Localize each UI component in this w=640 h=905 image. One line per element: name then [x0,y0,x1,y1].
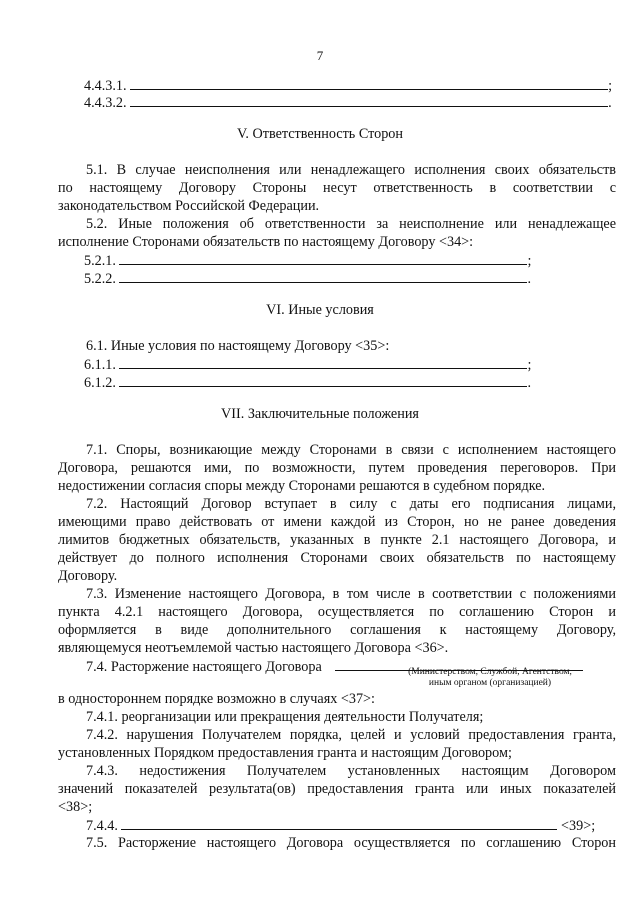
p74-note-1: (Министерством, Службой, Агентством, [408,667,572,677]
item-611 [84,355,531,374]
fill-blank[interactable] [119,373,527,387]
p73-line-2: пункта 4.2.1 настоящего Договора, осуществляется по соглашению Сторон и [58,604,616,620]
item-744 [86,816,595,835]
p75-line-1: 7.5. Расторжение настоящего Договора осуществляется по соглашению Сторон [86,835,616,851]
p71-line-2: Договора, решаются ими, по возможности, путем проведения переговоров. При [58,460,616,476]
fill-blank[interactable] [119,355,527,369]
p52-line-2: исполнение Сторонами обязательств по настоящему Договору <34>: [58,234,474,250]
item-end: . [608,95,612,111]
p74-cont: в одностороннем порядке возможно в случаях <37>: [58,691,375,707]
item-label: 6.1.2. [84,375,116,391]
p741: 7.4.1. реорганизации или прекращения деятельности Получателя; [86,709,484,725]
p74-text: 7.4. Расторжение настоящего Договора [86,659,322,675]
p51-line-3: законодательством Российской Федерации. [58,198,320,214]
p73-line-4: являющемуся неотъемлемой частью настоящего Договора <36>. [58,640,449,656]
fill-blank[interactable] [130,93,608,107]
item-label: 7.4.4. [86,818,118,834]
item-end: . [527,271,532,287]
p52-line-1: 5.2. Иные положения об ответственности за неисполнение или ненадлежащее [86,216,616,232]
p72-line-4: действует до полного исполнения Сторонами своих обязательств по настоящему [58,550,616,566]
fill-blank[interactable] [119,269,527,283]
item-label: 4.4.3.1. [84,78,127,94]
item-521 [84,251,531,270]
p742-line-1: 7.4.2. нарушения Получателем порядка, целей и условий предоставления гранта, [86,727,616,743]
section-5-title: V. Ответственность Сторон [237,126,403,142]
item-end: ; [527,357,532,373]
item-label: 6.1.1. [84,357,116,373]
item-end: ; [527,253,532,269]
p74-note-2: иным органом (организацией) [428,678,552,688]
p72-line-3: лимитов бюджетных обязательств, указанных в пункте 2.1 настоящего Договора, и [58,532,616,548]
item-612 [84,373,531,392]
p743-line-2: значений показателей результата(ов) предоставления гранта или иных показателей [58,781,616,797]
item-end: . [527,375,532,391]
p743-line-3: <38>; [58,799,93,815]
p73-line-1: 7.3. Изменение настоящего Договора, в том числе в соответствии с положениями [86,586,616,602]
p72-line-1: 7.2. Настоящий Договор вступает в силу с даты его подписания лицами, [86,496,616,512]
fill-blank[interactable] [130,76,608,90]
p71-line-1: 7.1. Споры, возникающие между Сторонами в связи с исполнением настоящего [86,442,616,458]
section-7-title: VII. Заключительные положения [221,406,419,422]
item-end: ; [608,78,613,94]
p71-line-3: недостижении согласия споры между Сторонами решаются в судебном порядке. [58,478,546,494]
section-6-title: VI. Иные условия [266,302,374,318]
item-4432 [84,93,612,112]
fill-blank[interactable] [121,816,557,830]
p51-line-2: по настоящему Договору Стороны несут ответственность в соответствии с [58,180,616,196]
item-label: 4.4.3.2. [84,95,127,111]
item-522 [84,269,531,288]
item-label: 5.2.2. [84,271,116,287]
page-number: 7 [316,48,324,63]
item-end: <39>; [561,818,596,834]
p72-line-2: имеющими право действовать от имени каждой из Сторон, но не ранее доведения [58,514,616,530]
p61: 6.1. Иные условия по настоящему Договору <35>: [86,338,390,354]
p743-line-1: 7.4.3. недостижения Получателем установленных настоящим Договором [86,763,616,779]
p73-line-3: оформляется в виде дополнительного соглашения к настоящему Договору, [58,622,616,638]
fill-blank[interactable] [119,251,527,265]
p72-line-5: Договору. [58,568,118,584]
item-label: 5.2.1. [84,253,116,269]
p51-line-1: 5.1. В случае неисполнения или ненадлежащего исполнения своих обязательств [86,162,616,178]
p742-line-2: установленных Порядком предоставления гранта и настоящим Договором; [58,745,512,761]
